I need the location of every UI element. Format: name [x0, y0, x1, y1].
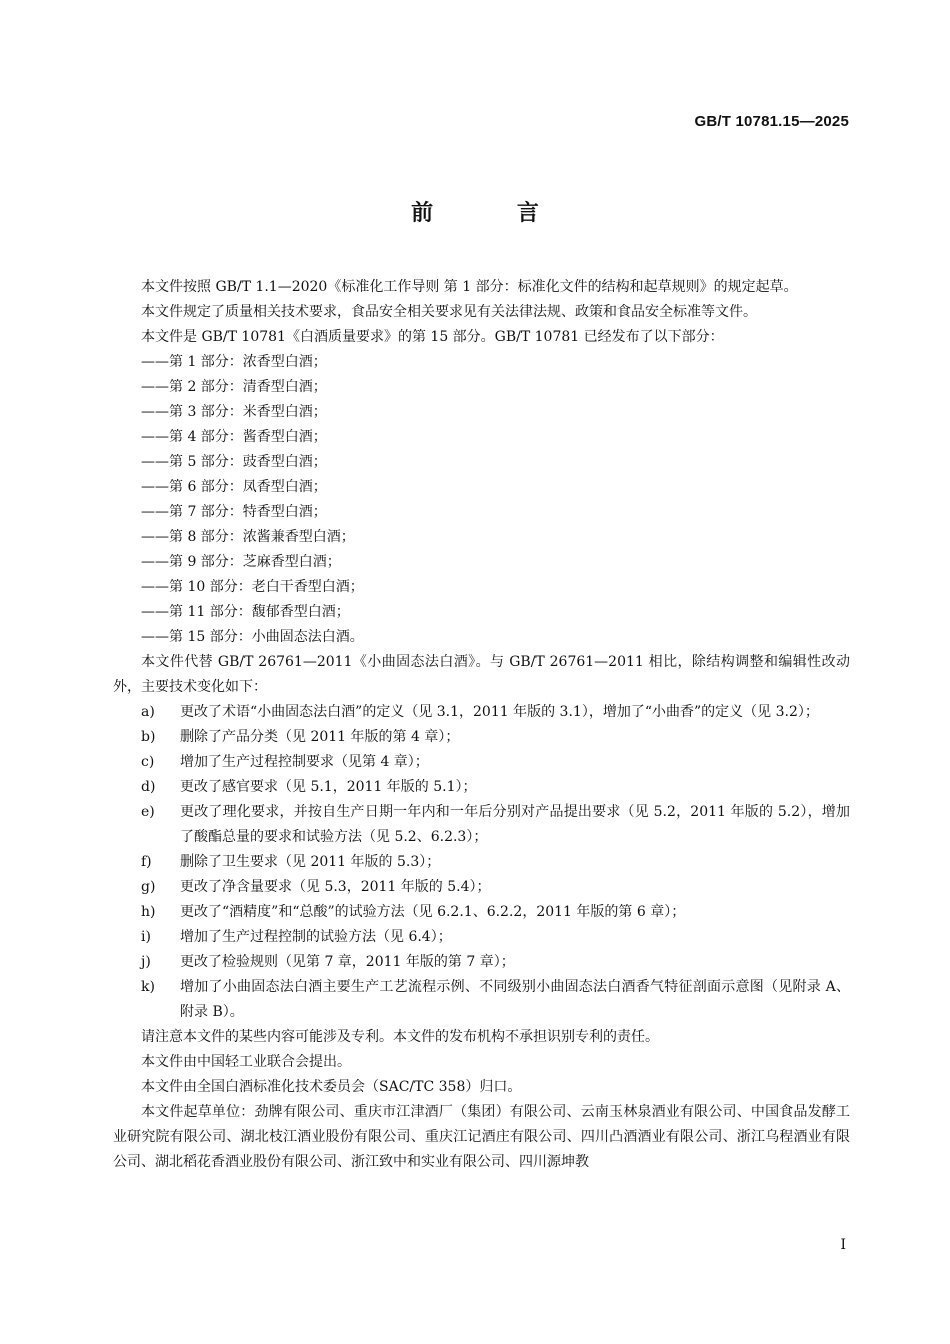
paragraph-scope: 本文件规定了质量相关技术要求，食品安全相关要求见有关法律法规、政策和食品安全标准等文件。: [141, 304, 757, 320]
section-title: 前 言: [411, 201, 577, 226]
item-label: e): [141, 804, 155, 820]
item-label: b): [141, 729, 156, 745]
list-item: [113, 800, 850, 850]
paragraph-proposer: 本文件由中国轻工业联合会提出。: [141, 1054, 351, 1070]
item-label: j): [141, 954, 151, 970]
item-label: f): [141, 854, 152, 870]
item-text: 更改了净含量要求（见 5.3，2011 年版的 5.4）；: [180, 879, 491, 895]
list-item: [113, 850, 850, 875]
list-item: ——第 11 部分：馥郁香型白酒；: [141, 604, 350, 620]
list-item: [113, 700, 850, 725]
list-item: ——第 4 部分：酱香型白酒；: [141, 429, 327, 445]
item-label: c): [141, 754, 155, 770]
paragraph-patent-notice: 请注意本文件的某些内容可能涉及专利。本文件的发布机构不承担识别专利的责任。: [141, 1029, 659, 1045]
paragraph-drafting-units: 本文件起草单位：劲牌有限公司、重庆市江津酒厂（集团）有限公司、云南玉林泉酒业有限公司、中国食品发酵工业研究院有限公司、湖北枝江酒业股份有限公司、重庆江记酒庄有限公司、四川凸酒酒业有限公司、浙江乌程酒业有限公司、湖北稻花香酒业股份有限公司、浙江致中和实业有限公司、四川源坤教: [113, 1104, 850, 1170]
parts-list: [113, 350, 850, 650]
list-item: [113, 750, 850, 775]
paragraph-replacement: 本文件代替 GB/T 26761—2011《小曲固态法白酒》。与 GB/T 26761—2011 相比，除结构调整和编辑性改动外，主要技术变化如下：: [113, 654, 850, 695]
item-text: 更改了理化要求，并按自生产日期一年内和一年后分别对产品提出要求（见 5.2，2011 年版的 5.2），增加了酸酯总量的要求和试验方法（见 5.2、6.2.3）；: [180, 804, 850, 845]
list-item: ——第 10 部分：老白干香型白酒；: [141, 579, 364, 595]
list-item: [113, 725, 850, 750]
list-item: [113, 900, 850, 925]
list-item: ——第 1 部分：浓香型白酒；: [141, 354, 327, 370]
item-text: 增加了小曲固态法白酒主要生产工艺流程示例、不同级别小曲固态法白酒香气特征剖面示意图（见附录 A、附录 B）。: [180, 979, 850, 1020]
document-id-header: GB/T 10781.15—2025: [694, 113, 849, 130]
list-item: ——第 15 部分：小曲固态法白酒。: [141, 629, 364, 645]
item-text: 更改了检验规则（见第 7 章，2011 年版的第 7 章）；: [180, 954, 515, 970]
list-item: [113, 925, 850, 950]
list-item: ——第 3 部分：米香型白酒；: [141, 404, 327, 420]
item-label: h): [141, 904, 156, 920]
item-text: 更改了“酒精度”和“总酸”的试验方法（见 6.2.1、6.2.2，2011 年版的第 6 章）；: [180, 904, 686, 920]
changes-list: [113, 700, 850, 1025]
item-text: 更改了感官要求（见 5.1，2011 年版的 5.1）；: [180, 779, 477, 795]
item-text: 增加了生产过程控制要求（见第 4 章）；: [180, 754, 429, 770]
list-item: ——第 8 部分：浓酱兼香型白酒；: [141, 529, 355, 545]
list-item: ——第 9 部分：芝麻香型白酒；: [141, 554, 341, 570]
foreword-body: [113, 275, 850, 1175]
paragraph-committee: 本文件由全国白酒标准化技术委员会（SAC/TC 358）归口。: [141, 1079, 522, 1095]
list-item: ——第 5 部分：豉香型白酒；: [141, 454, 327, 470]
item-text: 删除了产品分类（见 2011 年版的第 4 章）；: [180, 729, 460, 745]
list-item: [113, 975, 850, 1025]
paragraph-series: 本文件是 GB/T 10781《白酒质量要求》的第 15 部分。GB/T 10781 已经发布了以下部分：: [141, 329, 724, 345]
item-label: a): [141, 704, 155, 720]
item-label: g): [141, 879, 156, 895]
page-number: I: [840, 1237, 846, 1253]
list-item: [113, 950, 850, 975]
list-item: ——第 2 部分：清香型白酒；: [141, 379, 327, 395]
item-label: k): [141, 979, 155, 995]
paragraph-drafting-basis: 本文件按照 GB/T 1.1—2020《标准化工作导则 第 1 部分：标准化文件的结构和起草规则》的规定起草。: [141, 279, 798, 295]
list-item: ——第 7 部分：特香型白酒；: [141, 504, 327, 520]
list-item: [113, 875, 850, 900]
list-item: ——第 6 部分：凤香型白酒；: [141, 479, 327, 495]
item-text: 删除了卫生要求（见 2011 年版的 5.3）；: [180, 854, 441, 870]
item-text: 更改了术语“小曲固态法白酒”的定义（见 3.1，2011 年版的 3.1），增加了“小曲香”的定义（见 3.2）；: [180, 704, 819, 720]
item-text: 增加了生产过程控制的试验方法（见 6.4）；: [180, 929, 452, 945]
item-label: i): [141, 929, 151, 945]
list-item: [113, 775, 850, 800]
item-label: d): [141, 779, 156, 795]
